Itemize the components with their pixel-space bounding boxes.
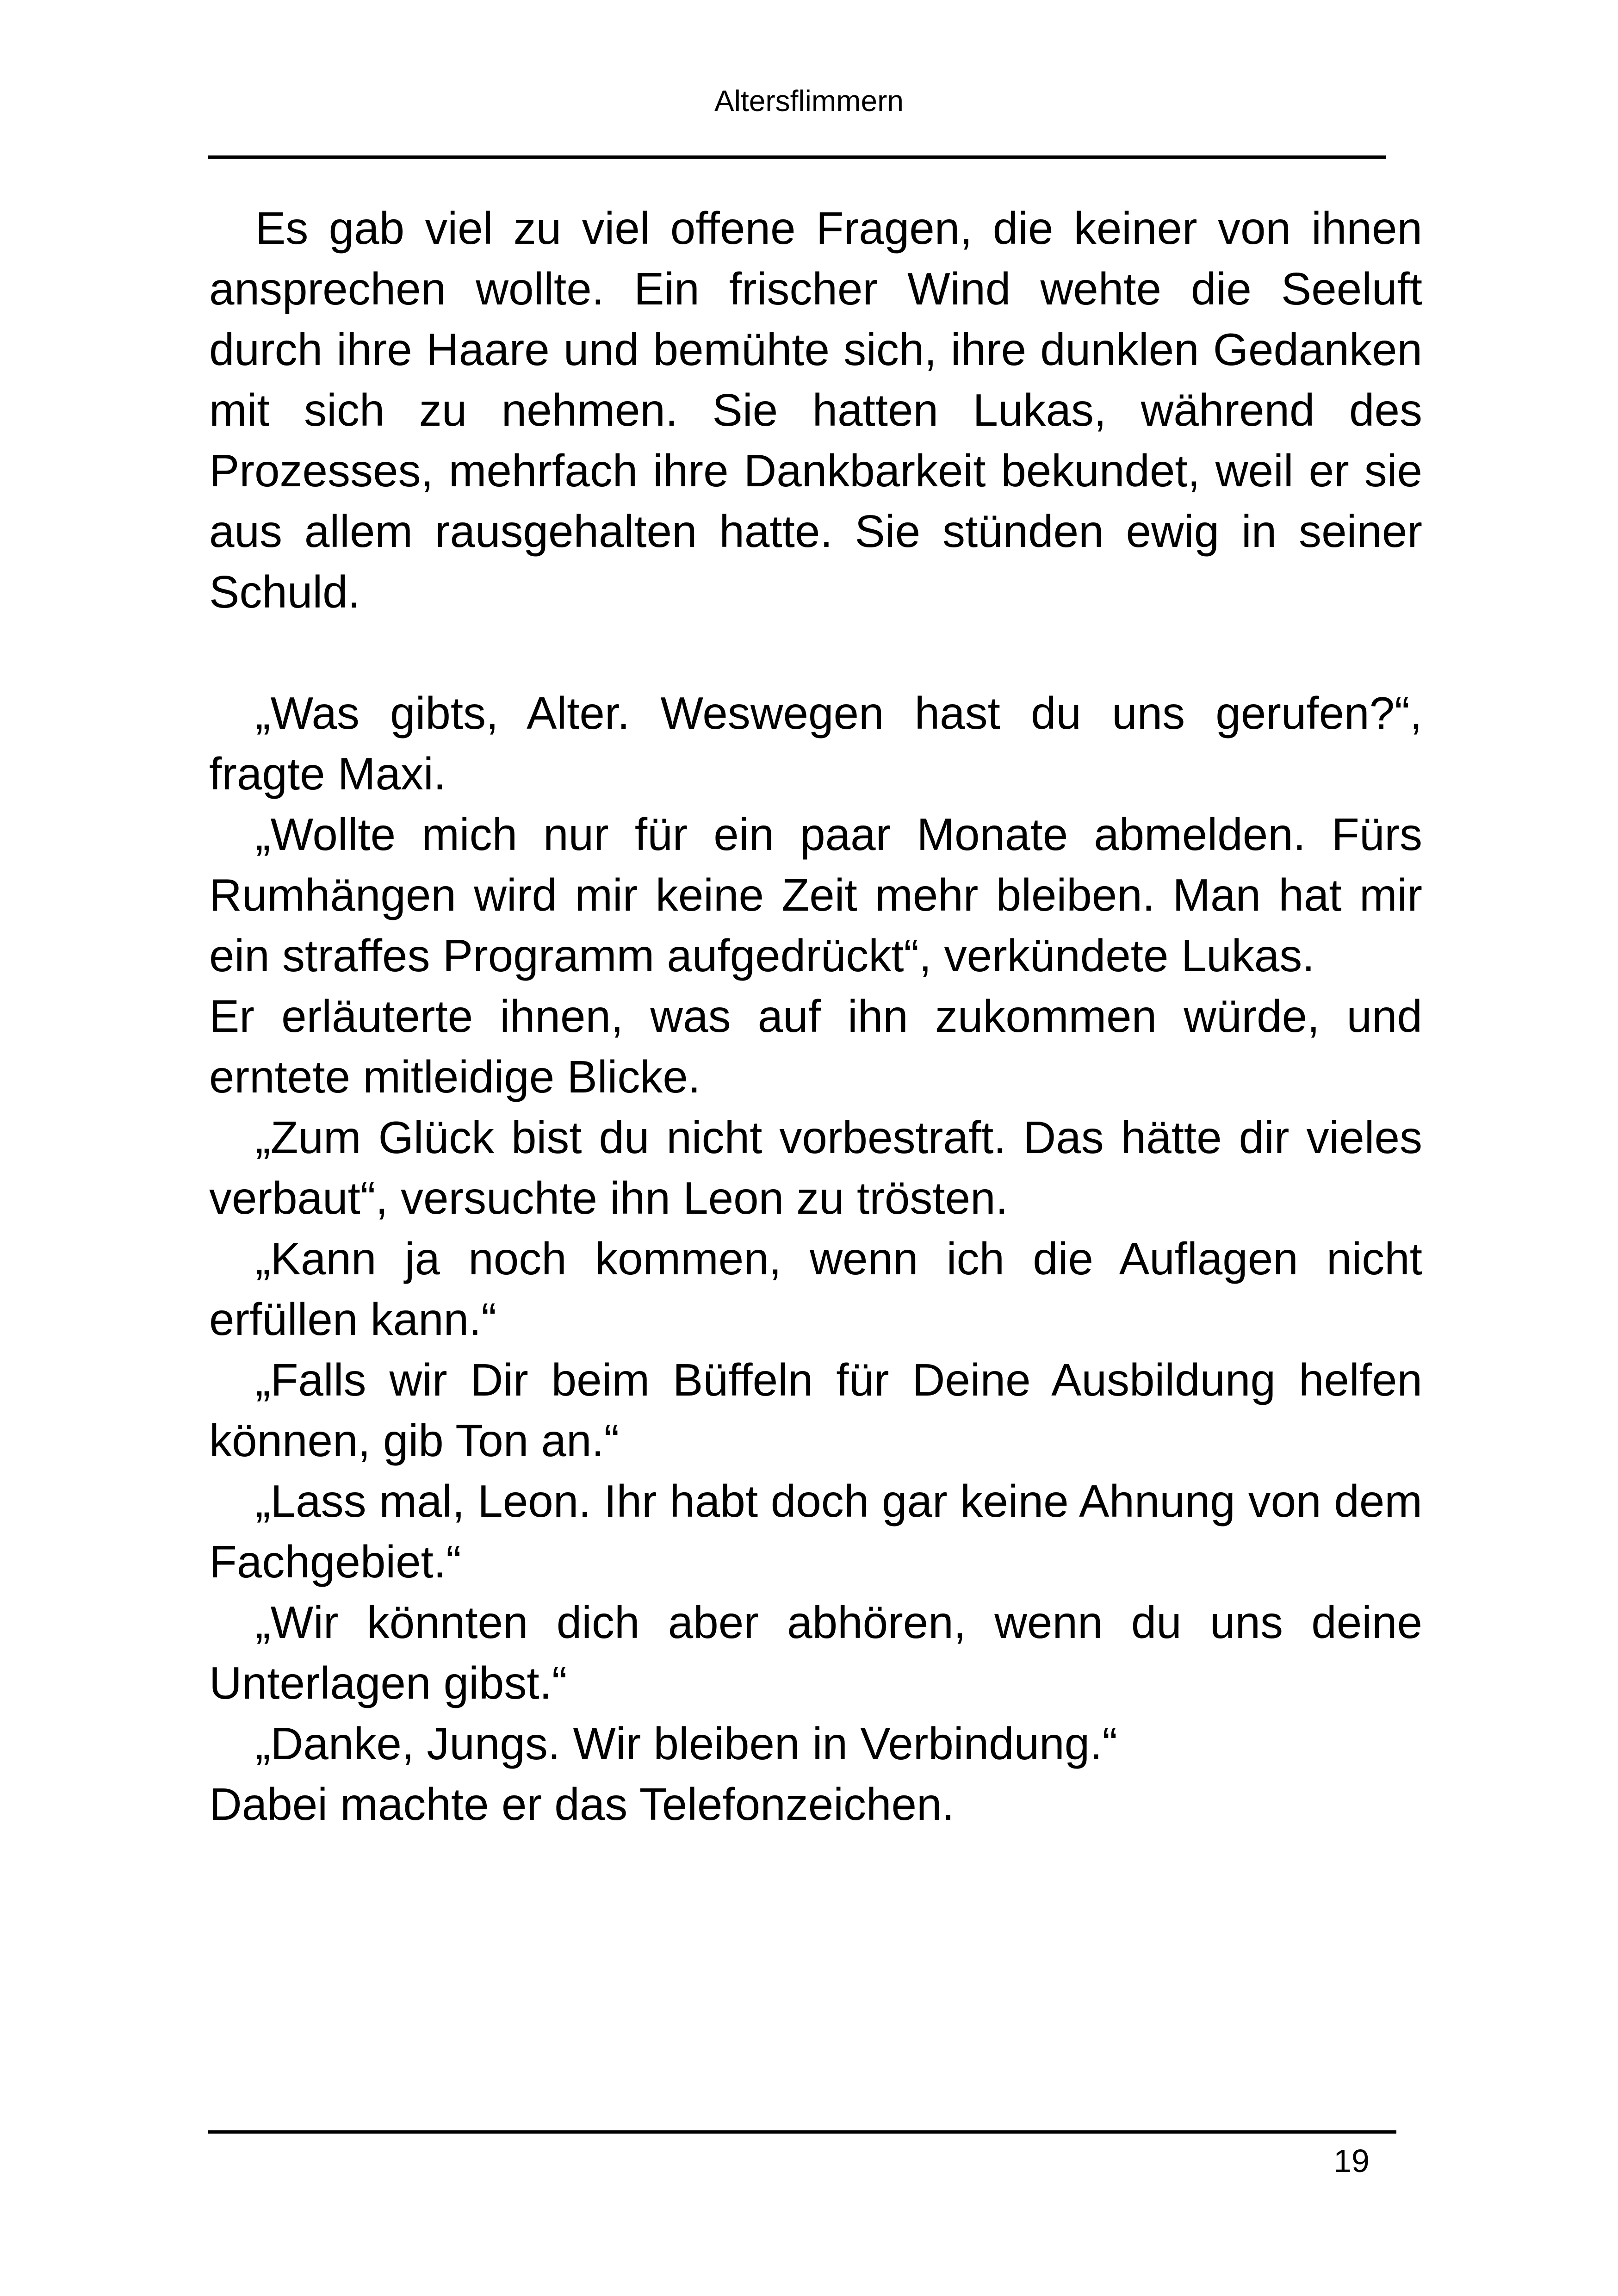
paragraph: Dabei machte er das Telefonzeichen.: [209, 1779, 955, 1830]
paragraph: Es gab viel zu viel offene Fragen, die keiner von ihnen ansprechen wollte. Ein frischer Wind wehte die Seeluft durch ihre Haare und bemühte sich, ihre dunklen Gedanken mit sich zu nehmen. Sie hatten Lukas, während des Prozesses, mehrfach ihre Dankbarkeit bekundet, weil er sie aus allem rausgehalten hatte. Sie stünden ewig in seiner Schuld.: [209, 203, 1422, 617]
page-number: 19: [1333, 2143, 1370, 2179]
header-divider: [208, 155, 1386, 159]
paragraph-spacer: [209, 622, 1422, 683]
paragraph: „Falls wir Dir beim Büffeln für Deine Ausbildung helfen können, gib Ton an.“: [209, 1354, 1422, 1466]
paragraph: „Wollte mich nur für ein paar Monate abmelden. Fürs Rumhängen wird mir keine Zeit mehr bleiben. Man hat mir ein straffes Programm aufgedrückt“, verkündete Lukas.: [209, 809, 1422, 981]
page-body: [209, 198, 1422, 1835]
paragraph: „Danke, Jungs. Wir bleiben in Verbindung.“: [255, 1718, 1118, 1769]
paragraph: „Wir könnten dich aber abhören, wenn du uns deine Unterlagen gibst.“: [209, 1597, 1422, 1708]
running-header-title: Altersflimmern: [714, 84, 904, 118]
paragraph: „Zum Glück bist du nicht vorbestraft. Das hätte dir vieles verbaut“, versuchte ihn Leon zu trösten.: [209, 1112, 1422, 1223]
paragraph: Er erläuterte ihnen, was auf ihn zukommen würde, und erntete mitleidige Blicke.: [209, 991, 1422, 1102]
paragraph: „Kann ja noch kommen, wenn ich die Auflagen nicht erfüllen kann.“: [209, 1233, 1422, 1345]
footer-divider: [208, 2130, 1396, 2134]
paragraph: „Was gibts, Alter. Weswegen hast du uns gerufen?“, fragte Maxi.: [209, 688, 1422, 799]
paragraph: „Lass mal, Leon. Ihr habt doch gar keine Ahnung von dem Fachgebiet.“: [209, 1476, 1422, 1587]
